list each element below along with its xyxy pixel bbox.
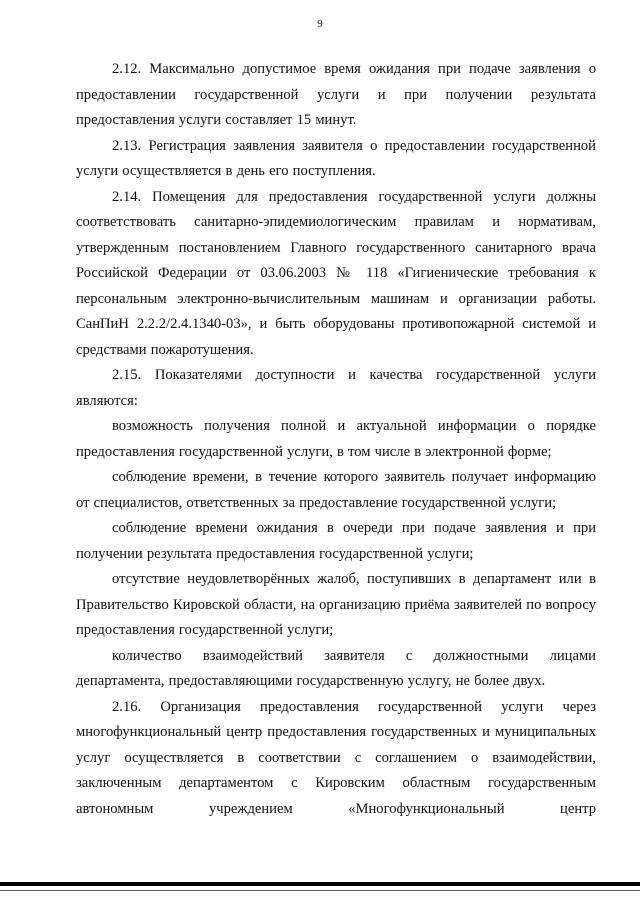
paragraph-2-15-item-2: соблюдение времени, в течение которого заявитель получает информацию от специалистов, ответственных за предоставление государственной услуги; [76, 469, 596, 511]
paragraph-2-15: 2.15. Показателями доступности и качества государственной услуги являются: [76, 367, 596, 409]
scan-bottom-border [0, 882, 640, 886]
paragraph-2-14: 2.14. Помещения для предоставления государственной услуги должны соответствовать санитарно-эпидемиологическим правилам и нормативам, утвержденным постановлением Главного государственного санитарного врача Российской Федерации от 03.06.2003 № 118 «Гигиенические требования к персональным электронно-вычислительным машинам и организации работы. СанПиН 2.2.2/2.4.1340-03», и быть оборудованы противопожарной системой и средствами пожаротушения. [76, 188, 596, 358]
scan-bottom-border-thin [0, 890, 640, 891]
paragraph-2-15-item-1: возможность получения полной и актуальной информации о порядке предоставления государственной услуги, в том числе в электронной форме; [76, 418, 596, 460]
paragraph-2-15-item-3: соблюдение времени ожидания в очереди при подаче заявления и при получении результата предоставления государственной услуги; [76, 520, 596, 562]
paragraph-2-16: 2.16. Организация предоставления государственной услуги через многофункциональный центр предоставления государственных и муниципальных услуг осуществляется в соответствии с соглашением о взаимодействии, заключенным департаментом с Кировским областным государственным автономным учреждением «Многофункциональный центр [76, 698, 596, 817]
page-number: 9 [317, 18, 323, 30]
paragraph-2-15-item-5: количество взаимодействий заявителя с должностными лицами департамента, предоставляющими государственную услугу, не более двух. [76, 647, 596, 689]
document-body [76, 57, 596, 822]
paragraph-2-15-item-4: отсутствие неудовлетворённых жалоб, поступивших в департамент или в Правительство Кировской области, на организацию приёма заявителей по вопросу предоставления государственной услуги; [76, 571, 596, 638]
paragraph-2-12: 2.12. Максимально допустимое время ожидания при подаче заявления о предоставлении государственной услуги и при получении результата предоставления услуги составляет 15 минут. [76, 61, 596, 128]
paragraph-2-13: 2.13. Регистрация заявления заявителя о предоставлении государственной услуги осуществляется в день его поступления. [76, 137, 596, 179]
